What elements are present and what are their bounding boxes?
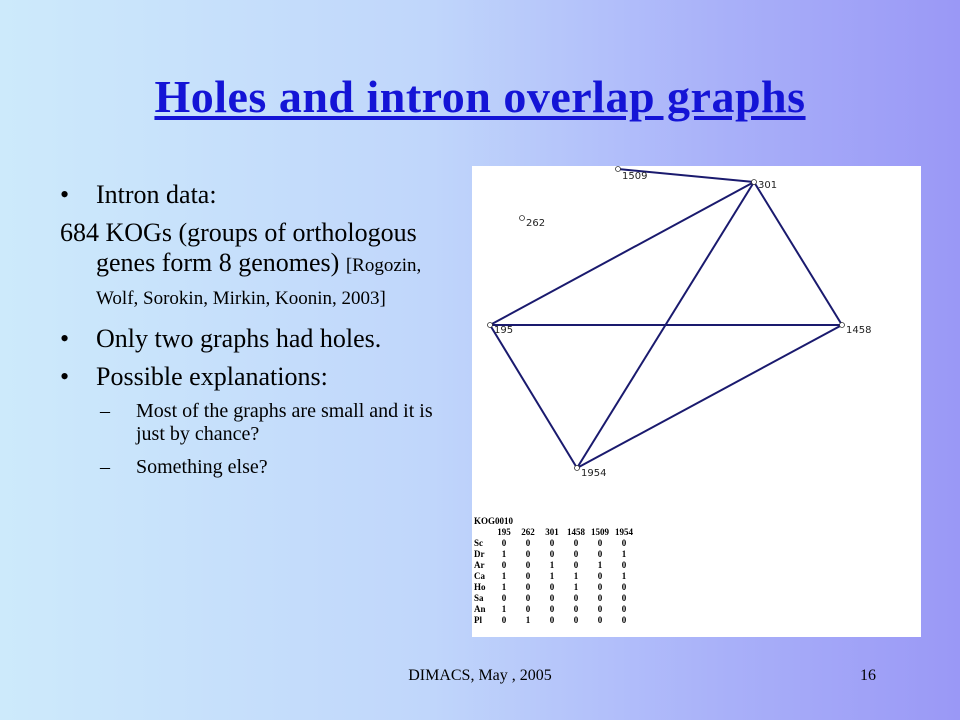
bullet-dot: • — [60, 324, 70, 353]
kog-table-cell: 0 — [597, 603, 603, 614]
graph-node-1458 — [840, 323, 845, 328]
kog-table-column-header: 301 — [545, 526, 559, 537]
kog-table-row-label: Pl — [474, 614, 482, 625]
graph-node-301 — [752, 180, 757, 185]
kog-table-column-header: 195 — [497, 526, 511, 537]
intron-overlap-graph — [472, 166, 921, 511]
bullet-only-two — [60, 324, 416, 354]
kog-table-cell: 0 — [573, 559, 579, 570]
graph-node-label-1954: 1954 — [581, 468, 607, 479]
kog-table-cell: 0 — [621, 592, 627, 603]
kog-table-row-label: Dr — [474, 548, 485, 559]
kog-table-cell: 0 — [525, 581, 531, 592]
kog-table-column-header: 1509 — [591, 526, 609, 537]
kog-table-cell: 0 — [501, 614, 507, 625]
subbullet-text: Something else? — [136, 456, 268, 478]
kog-table-row — [474, 537, 636, 548]
kog-table-cell: 1 — [525, 614, 531, 625]
kog-table-cell: 0 — [597, 548, 603, 559]
kog-table-cell: 1 — [501, 570, 507, 581]
kog-table-cell: 1 — [573, 570, 579, 581]
slide-title: Holes and intron overlap graphs — [154, 71, 806, 122]
kog-table-cell: 0 — [573, 548, 579, 559]
kog-table-cell: 0 — [597, 570, 603, 581]
kog-table-row-label: An — [474, 603, 486, 614]
kog-table-cell: 1 — [501, 548, 507, 559]
subbullet-something-else — [60, 456, 460, 479]
bullet-text: Intron data: — [96, 180, 217, 209]
kog-table-cell: 1 — [573, 581, 579, 592]
kog-table-cell: 0 — [525, 537, 531, 548]
kog-table-column-header: 1954 — [615, 526, 633, 537]
kog-table-cell: 0 — [525, 603, 531, 614]
graph-node-262 — [520, 216, 525, 221]
kog-table-row-label: Sc — [474, 537, 483, 548]
kog-table-row — [474, 592, 636, 603]
kog-table-row-label: Sa — [474, 592, 484, 603]
kog-table-cell: 0 — [621, 559, 627, 570]
kog-table-row — [474, 570, 636, 581]
kog-table-row — [474, 603, 636, 614]
kogs-text: 684 KOGs (groups of orthologous genes form 8 genomes) — [60, 218, 417, 277]
kog-table-cell: 1 — [549, 570, 555, 581]
page-number: 16 — [860, 667, 876, 684]
kog-table-title: KOG0010 — [474, 516, 514, 526]
kog-table-row — [474, 614, 636, 625]
kog-table-cell: 0 — [525, 559, 531, 570]
overlap-graph-figure — [472, 166, 921, 637]
kog-table-cell: 0 — [501, 592, 507, 603]
kog-table-row — [474, 581, 636, 592]
kog-table-cell: 0 — [621, 614, 627, 625]
kog-table-cell: 0 — [573, 614, 579, 625]
kogs-paragraph — [0, 218, 460, 314]
kog-table-column-header: 262 — [521, 526, 535, 537]
kog-table-cell: 1 — [549, 559, 555, 570]
subbullet-dash: – — [100, 400, 110, 422]
graph-edge-195-1954 — [490, 325, 577, 468]
kog-table-row-label: Ar — [474, 559, 485, 570]
footer-event: DIMACS, May , 2005 — [408, 667, 552, 684]
kog-table-cell: 1 — [501, 581, 507, 592]
kogs-citation: [Rogozin, Wolf, Sorokin, Mirkin, Koonin, 2003] — [96, 255, 422, 309]
graph-node-label-301: 301 — [758, 180, 778, 191]
subbullet-small-graphs — [60, 400, 456, 446]
kog-table-row — [474, 559, 636, 570]
kog-table-cell: 0 — [621, 603, 627, 614]
bullet-text: Possible explanations: — [96, 362, 328, 391]
kog-table-cell: 0 — [549, 548, 555, 559]
kog-table-cell: 0 — [573, 592, 579, 603]
kog-table-cell: 1 — [621, 570, 627, 581]
kog-table-cell: 1 — [621, 548, 627, 559]
kog-table-cell: 0 — [501, 559, 507, 570]
kog-table-cell: 0 — [549, 614, 555, 625]
kog-table-cell: 0 — [621, 581, 627, 592]
kog-table-cell: 0 — [597, 592, 603, 603]
graph-edge-301-195 — [490, 182, 754, 325]
kog-table-column-header: 1458 — [567, 526, 585, 537]
bullet-possible — [60, 362, 460, 392]
kog-table-cell: 0 — [501, 537, 507, 548]
kog-table-corner — [474, 526, 492, 537]
graph-node-label-195: 195 — [494, 325, 514, 336]
graph-node-label-1458: 1458 — [846, 325, 872, 336]
kog-table — [474, 526, 636, 625]
kog-table-cell: 0 — [597, 537, 603, 548]
kog-table-cell: 0 — [525, 548, 531, 559]
graph-node-1509 — [616, 167, 621, 172]
kog-table-cell: 0 — [621, 537, 627, 548]
kog-table-header-row — [474, 526, 636, 537]
kog-table-cell: 0 — [549, 592, 555, 603]
graph-edge-1954-1458 — [577, 325, 842, 468]
kog-table-cell: 0 — [549, 581, 555, 592]
kog-table-cell: 0 — [573, 537, 579, 548]
graph-edge-301-1458 — [754, 182, 842, 325]
kog-table-cell: 0 — [525, 570, 531, 581]
graph-node-label-1509: 1509 — [622, 171, 648, 182]
kog-table-cell: 0 — [549, 537, 555, 548]
kog-table-cell: 0 — [573, 603, 579, 614]
bullet-intron-data — [60, 180, 460, 210]
kog-table-cell: 1 — [597, 559, 603, 570]
kog-table-cell: 0 — [597, 614, 603, 625]
kog-table-row-label: Ho — [474, 581, 486, 592]
kog-table-cell: 0 — [597, 581, 603, 592]
graph-node-195 — [488, 323, 493, 328]
bullet-dot: • — [60, 362, 70, 391]
bullet-list — [60, 180, 460, 479]
kog-table-cell: 0 — [525, 592, 531, 603]
bullet-text: Only two graphs had holes. — [96, 324, 382, 353]
bullet-dot: • — [60, 180, 70, 209]
subbullet-text: Most of the graphs are small and it is just by chance? — [136, 400, 433, 445]
kog-table-row-label: Ca — [474, 570, 485, 581]
subbullet-dash: – — [100, 456, 110, 478]
kog-table-row — [474, 548, 636, 559]
kog-table-cell: 1 — [501, 603, 507, 614]
graph-node-1954 — [575, 466, 580, 471]
kog-table-cell: 0 — [549, 603, 555, 614]
graph-node-label-262: 262 — [526, 218, 546, 229]
